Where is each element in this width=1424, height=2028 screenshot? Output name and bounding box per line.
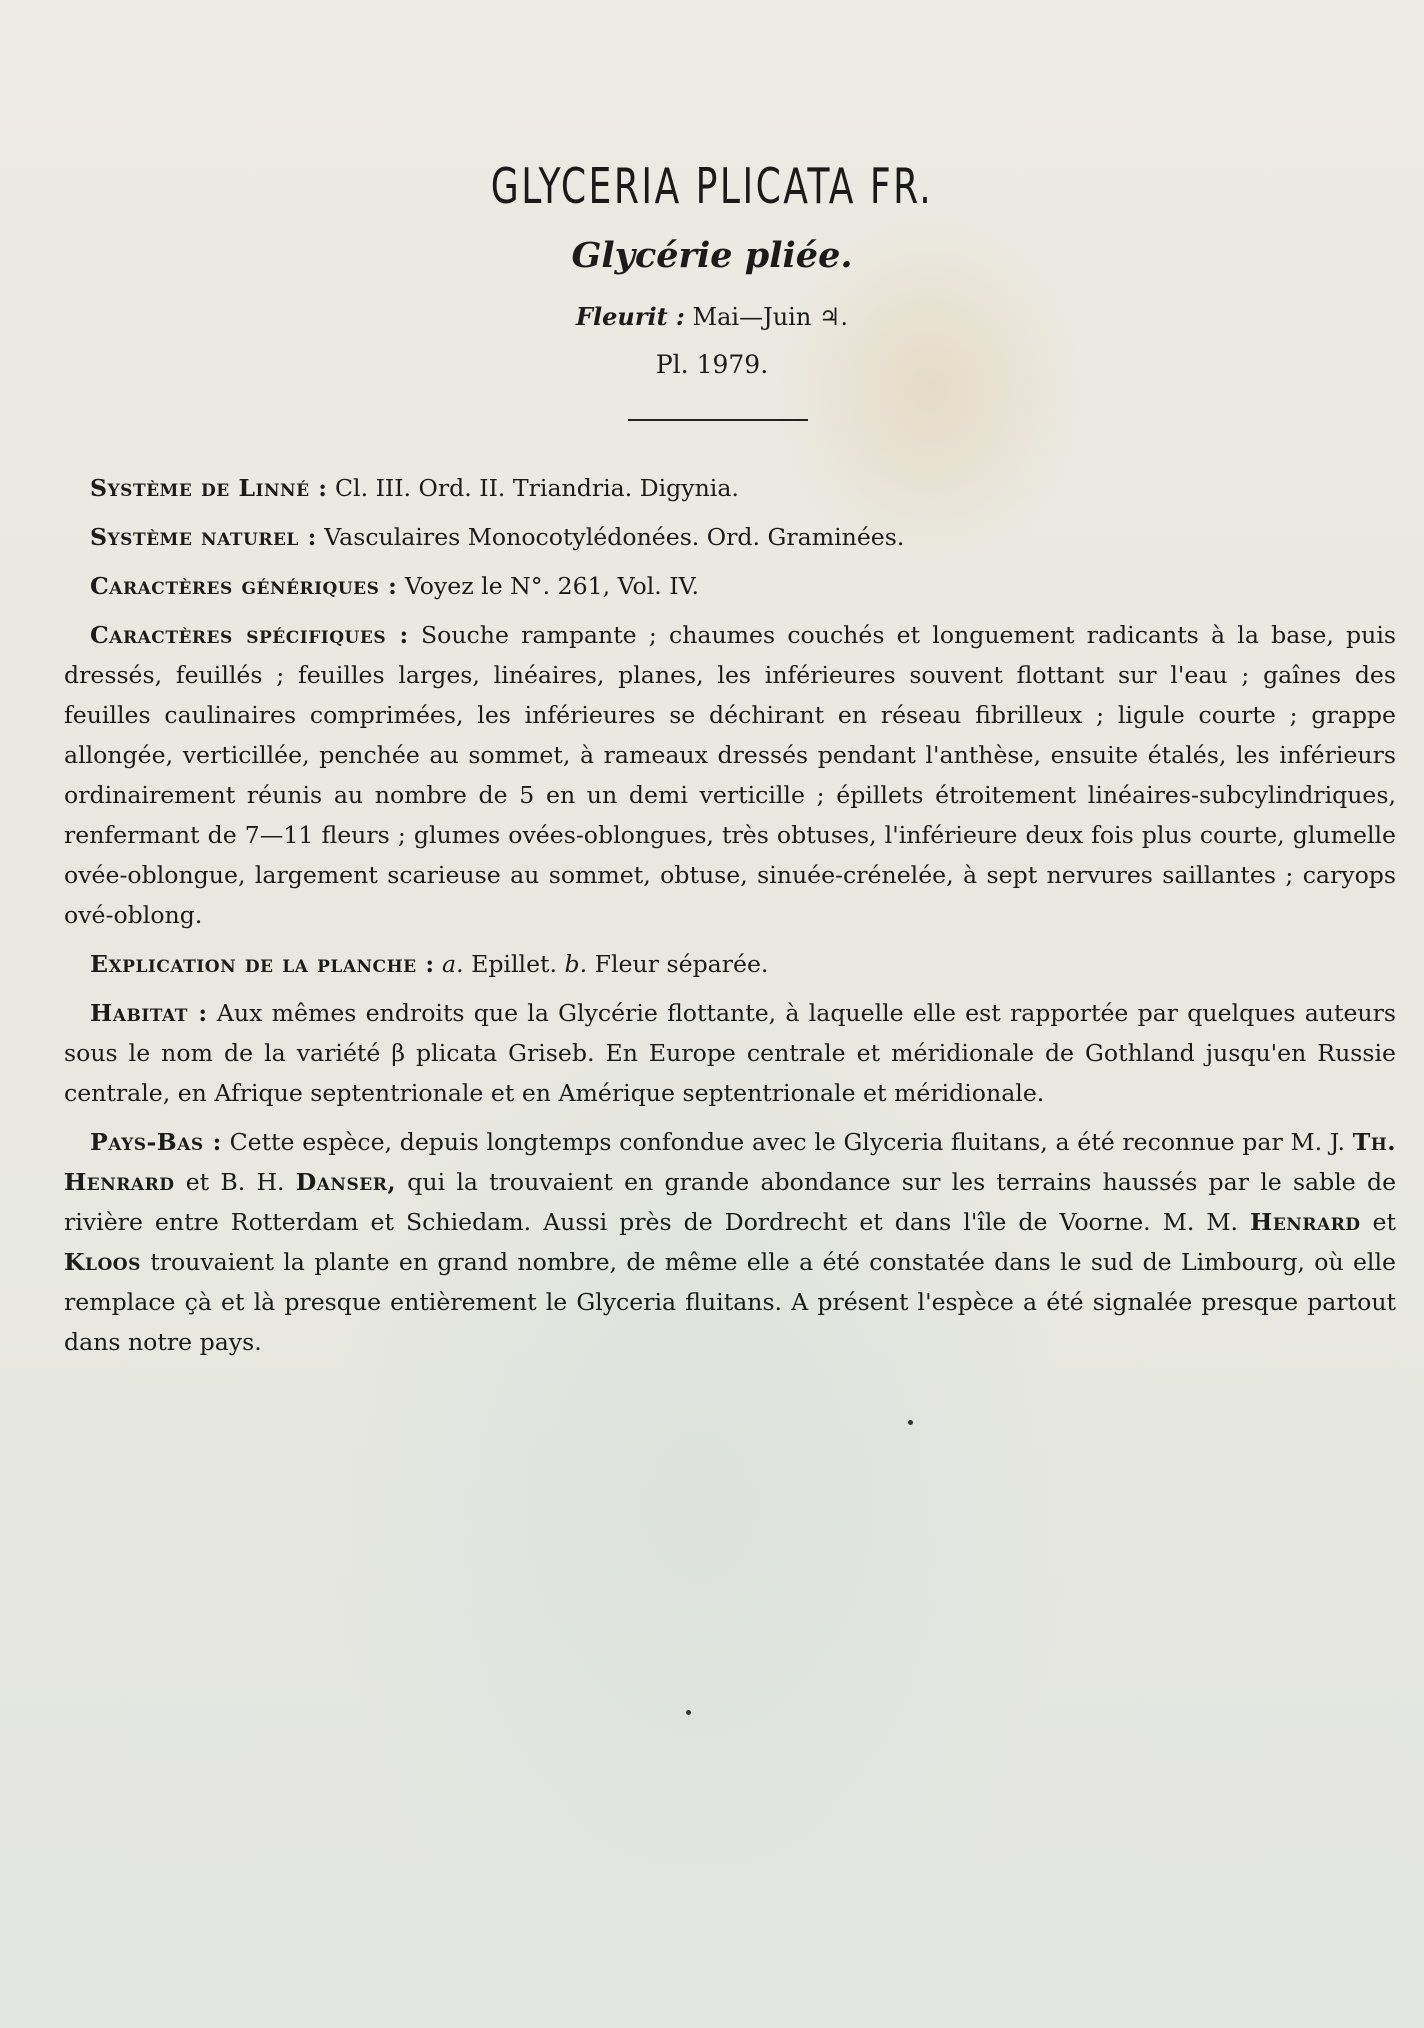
section-habitat [64,993,1396,1113]
section-text: Voyez le N°. 261, Vol. IV. [404,572,699,600]
section-label: Système naturel : [90,523,317,551]
figure-letter-b: b. [564,950,588,978]
person-name: Henrard [1250,1208,1361,1236]
flowering-value: Mai—Juin ♃. [692,303,849,331]
section-label: Pays-Bas : [90,1128,222,1156]
divider [628,419,808,421]
section-label: Explication de la planche : [90,950,435,978]
section-generiques [64,566,1396,606]
section-linne [64,468,1396,508]
section-label: Caractères génériques : [90,572,398,600]
plate-number: Pl. 1979. [655,350,769,379]
figure-caption-a: Epillet. [471,950,558,978]
flowering-line [0,302,1424,331]
section-explication [64,944,1396,984]
section-specifiques [64,615,1396,935]
section-text: et B. H. [185,1168,285,1196]
section-text: Souche rampante ; chaumes couchés et longuement radicants à la base, puis dressés, feuillés ; feuilles larges, linéaires, planes, les inférieures souvent flottant sur l'eau ; gaînes des feuilles caulinaires comprimées, les inférieures se déchirant en réseau fibrilleux ; ligule courte ; grappe allongée, verticillée, penchée au sommet, à rameaux dressés pendant l'anthèse, ensuite étalés, les inférieurs ordinairement réunis au nombre de 5 en un demi verticille ; épillets étroitement linéaires-subcylindriques, renfermant de 7—11 fleurs ; glumes ovées-oblongues, très obtuses, l'inférieure deux fois plus courte, glumelle ovée-oblongue, largement scarieuse au sommet, obtuse, sinuée-crénelée, à sept nervures saillantes ; caryops ové-oblong. [64,621,1396,929]
ink-speck [686,1710,691,1715]
figure-caption-b: Fleur séparée. [594,950,769,978]
section-naturel [64,517,1396,557]
section-paysbas [64,1122,1396,1362]
ink-speck [908,1420,913,1425]
section-label: Habitat : [90,999,208,1027]
section-text: trouvaient la plante en grand nombre, de même elle a été constatée dans le sud de Limbourg, où elle remplace çà et là presque entièrement le Glyceria fluitans. A présent l'espèce a été signalée presque partout dans notre pays. [64,1248,1396,1356]
page-title: GLYCERIA PLICATA FR. [490,158,934,215]
article-body [64,468,1396,1371]
person-name: Kloos [64,1248,141,1276]
section-text: Cl. III. Ord. II. Triandria. Digynia. [334,474,739,502]
common-name: Glycérie pliée. [571,235,853,276]
section-label: Système de Linné : [90,474,328,502]
section-text: qui la trouvaient en grande abondance sur les terrains haussés par le sable de rivière entre Rotterdam et Schiedam. Aussi près de Dordrecht et dans l'île de Voorne. M. M. [64,1168,1397,1236]
section-label: Caractères spécifiques : [90,621,409,649]
flowering-label: Fleurit : [575,302,685,331]
person-name: Danser, [295,1168,397,1196]
section-text: et [1372,1208,1396,1236]
section-text: Aux mêmes endroits que la Glycérie flottante, à laquelle elle est rapportée par quelques auteurs sous le nom de la variété β plicata Griseb. En Europe centrale et méridionale de Gothland jusqu'en Russie centrale, en Afrique septentrionale et en Amérique septentrionale et méridionale. [64,999,1397,1107]
figure-letter-a: a. [442,950,464,978]
person-name: Th. Henrard [64,1128,1397,1196]
section-text: Cette espèce, depuis longtemps confondue avec le Glyceria fluitans, a été reconnue par M. J. [229,1128,1345,1156]
section-text: Vasculaires Monocotylédonées. Ord. Graminées. [324,523,905,551]
